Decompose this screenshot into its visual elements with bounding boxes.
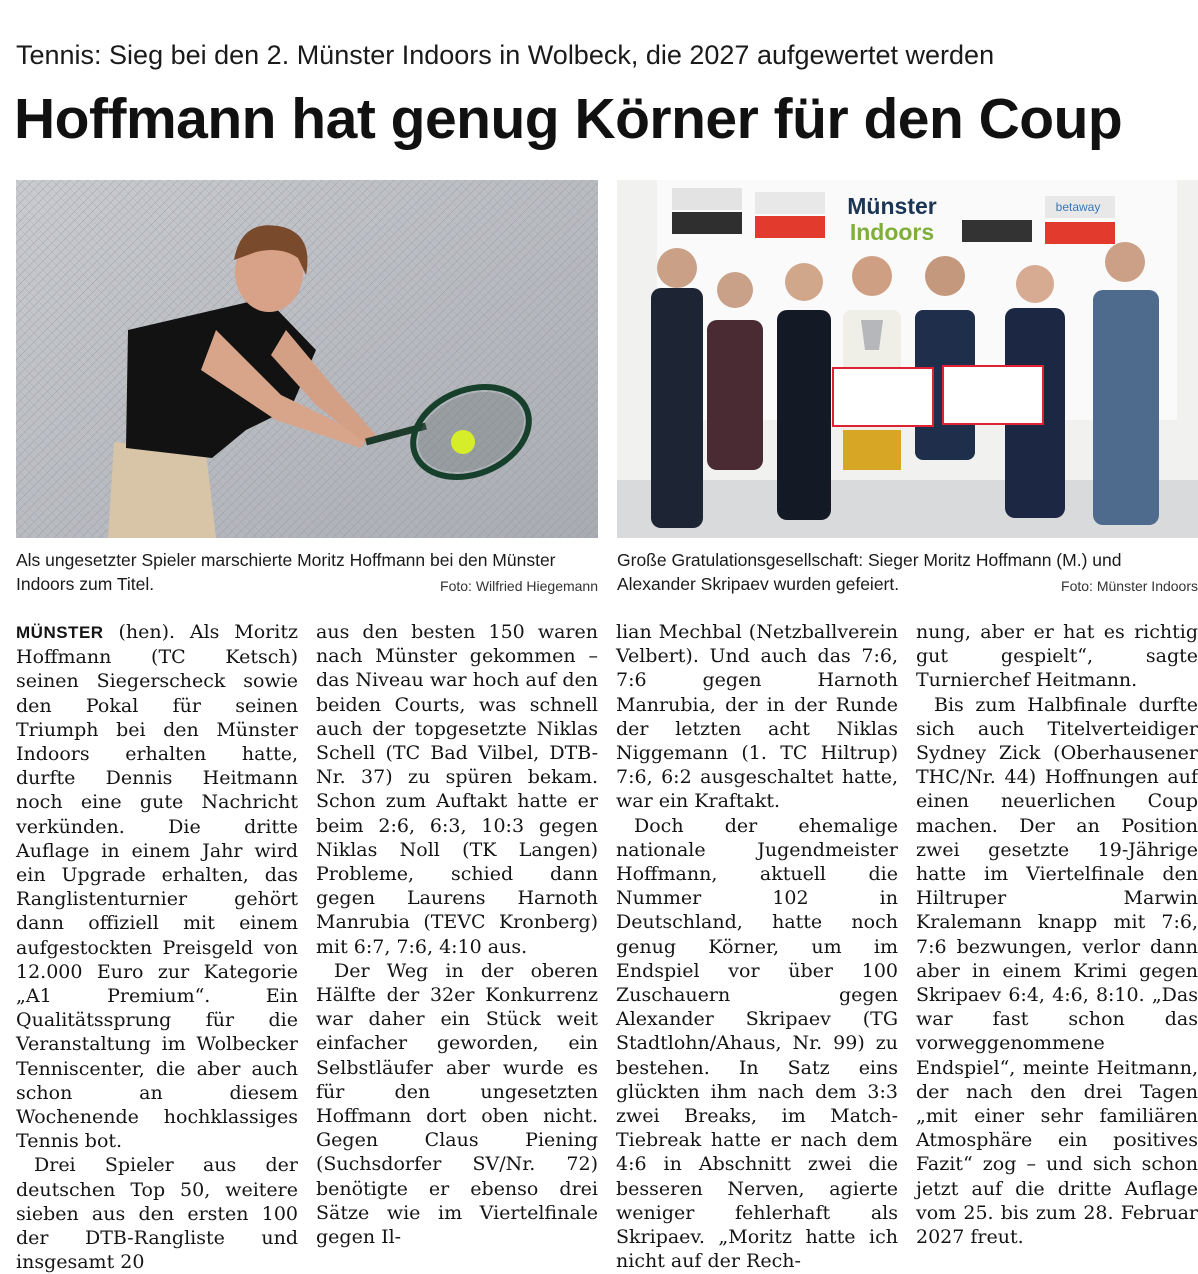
photo-left-caption	[16, 548, 598, 596]
photo-right-caption-text: Große Gratulationsgesellschaft: Sieger Moritz Hoffmann (M.) und Alexander Skripaev wurden gefeiert.	[617, 550, 1122, 594]
article-column-3	[616, 620, 898, 1274]
photo-award-ceremony	[617, 180, 1198, 538]
article-headline: Hoffmann hat genug Körner für den Coup	[14, 87, 1123, 151]
photo-right-credit: Foto: Münster Indoors	[1061, 578, 1198, 594]
photo-left-caption-text: Als ungesetzter Spieler marschierte Moritz Hoffmann bei den Münster Indoors zum Titel.	[16, 550, 556, 594]
sign-title-1: Münster	[847, 193, 937, 219]
paragraph: (hen). Als Moritz Hoffmann (TC Ketsch) seinen Siegerscheck sowie den Pokal für seinen Triumph bei den Münster Indoors erhalten hatte, durfte Dennis Heitmann noch eine gute Nachricht verkünden. Die dritte Auflage in einem Jahr wird ein Upgrade erhalten, das Ranglistenturnier gehört dann offiziell mit einem aufgestockten Preisgeld von 12.000 Euro zur Kategorie „A1 Premium“. Ein Qualitätssprung für die Veranstaltung im Wolbecker Tenniscenter, die aber auch schon an diesem Wochenende hochklassiges Tennis bot.	[16, 621, 298, 1153]
paragraph: nung, aber er hat es richtig gut gespielt“, sagte Turnierchef Heitmann.	[916, 621, 1198, 692]
article-column-2	[316, 620, 598, 1274]
photo-player-backhand	[16, 180, 598, 538]
photo-right-caption	[617, 548, 1198, 596]
paragraph: Bis zum Halbfinale durfte sich auch Titelverteidiger Sydney Zick (Oberhausener THC/Nr. 44) Hoffnungen auf einen neuerlichen Coup machen. Der an Position zwei gesetzte 19-Jährige hatte im Viertelfinale den Hiltruper Marwin Kralemann knapp mit 7:6, 7:6 bezwungen, verlor dann aber in einem Krimi gegen Skripaev 6:4, 4:6, 8:10. „Das war fast schon das vorweggenommene Endspiel“, meinte Heitmann, der nach den drei Tagen „mit einer sehr familiären Atmosphäre ein positives Fazit“ zog – und sich schon jetzt auf die dritte Auflage vom 25. bis zum 28. Februar 2027 freut.	[916, 693, 1198, 1249]
article-column-1	[16, 620, 298, 1274]
article-body	[16, 620, 1198, 1274]
photo-left-credit: Foto: Wilfried Hiegemann	[440, 578, 598, 594]
paragraph: aus den besten 150 waren nach Münster gekommen – das Niveau war hoch auf den beiden Courts, was schnell auch der topgesetzte Niklas Schell (TC Bad Vilbel, DTB-Nr. 37) zu spüren bekam. Schon zum Auftakt hatte er beim 2:6, 6:3, 10:3 gegen Niklas Noll (TK Langen) Probleme, schied dann gegen Laurens Harnoth Manrubia (TEVC Kronberg) mit 6:7, 7:6, 4:10 aus.	[316, 621, 598, 958]
article-kicker: Tennis: Sieg bei den 2. Münster Indoors in Wolbeck, die 2027 aufgewertet werden	[16, 40, 995, 70]
dateline: MÜNSTER	[16, 623, 104, 642]
sponsor-label: betaway	[1055, 200, 1101, 214]
article-column-4	[916, 620, 1198, 1274]
sign-title-2: Indoors	[849, 219, 935, 245]
paragraph: Drei Spieler aus der deutschen Top 50, weitere sieben aus den ersten 100 der DTB-Rangliste und insgesamt 20	[16, 1154, 298, 1274]
paragraph: lian Mechbal (Netzballverein Velbert). Und auch das 7:6, 7:6 gegen Harnoth Manrubia, der in der Runde der letzten acht Niklas Niggemann (1. TC Hiltrup) 7:6, 6:2 ausgeschaltet hatte, war ein Kraftakt.	[616, 621, 898, 813]
paragraph: Doch der ehemalige nationale Jugendmeister Hoffmann, aktuell die Nummer 102 in Deutschland, hatte noch genug Körner, um im Endspiel vor über 100 Zuschauern gegen Alexander Skripaev (TG Stadtlohn/Ahaus, Nr. 99) zu bestehen. In Satz eins glückten ihm nach dem 3:3 zwei Breaks, im Match-Tiebreak hatte er nach dem 4:6 in Abschnitt zwei die besseren Nerven, agierte weniger fehlerhaft als Skripaev. „Moritz hatte ich nicht auf der Rech-	[616, 814, 898, 1273]
paragraph: Der Weg in der oberen Hälfte der 32er Konkurrenz war daher ein Stück weit einfacher geworden, ein Selbstläufer aber wurde es für den ungesetzten Hoffmann dort oben nicht. Gegen Claus Piening (Suchsdorfer SV/Nr. 72) benötigte er ebenso drei Sätze wie im Viertelfinale gegen Il-	[316, 959, 598, 1249]
